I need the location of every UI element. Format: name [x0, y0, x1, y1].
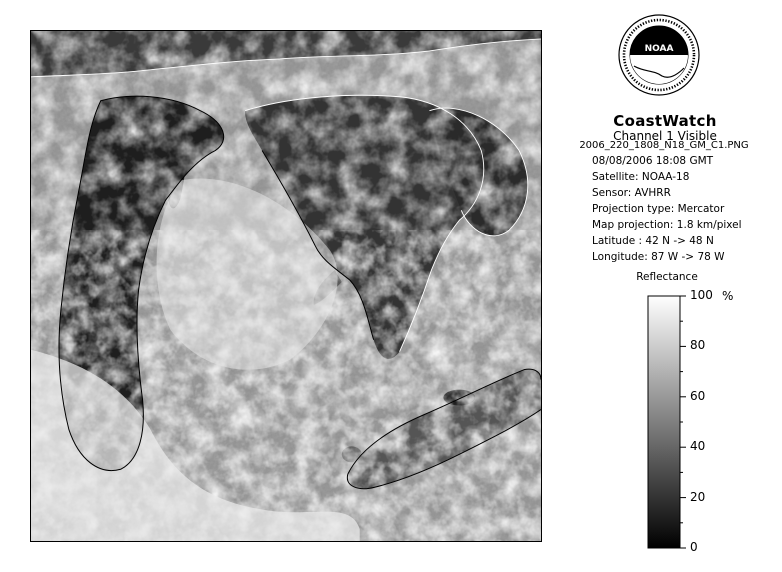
channel-subtitle: Channel 1 Visible: [613, 129, 717, 143]
image-datetime: 08/08/2006 18:08 GMT: [592, 155, 714, 167]
colorbar: [640, 288, 690, 558]
colorbar-tick-label: 0: [690, 540, 698, 554]
meta-projection-type: Projection type: Mercator: [592, 203, 725, 215]
satellite-map: [30, 30, 542, 542]
svg-text:NOAA: NOAA: [644, 44, 674, 54]
image-filename: 2006_220_1808_N18_GM_C1.PNG: [579, 140, 749, 151]
app-title: CoastWatch: [613, 112, 717, 130]
colorbar-tick-label: 60: [690, 388, 706, 403]
colorbar-tick-label: 20: [690, 489, 706, 504]
colorbar-label: Reflectance: [636, 271, 698, 283]
meta-sensor: Sensor: AVHRR: [592, 187, 671, 199]
colorbar-tick-label: 80: [690, 338, 706, 353]
colorbar-unit: %: [722, 289, 734, 303]
meta-map-projection: Map projection: 1.8 km/pixel: [592, 219, 742, 231]
meta-longitude: Longitude: 87 W -> 78 W: [592, 251, 725, 263]
colorbar-tick-label: 40: [690, 439, 706, 454]
noaa-logo-icon: [618, 14, 700, 96]
meta-satellite: Satellite: NOAA-18: [592, 171, 690, 183]
meta-latitude: Latitude : 42 N -> 48 N: [592, 235, 714, 247]
colorbar-tick-label: 100: [690, 288, 713, 302]
